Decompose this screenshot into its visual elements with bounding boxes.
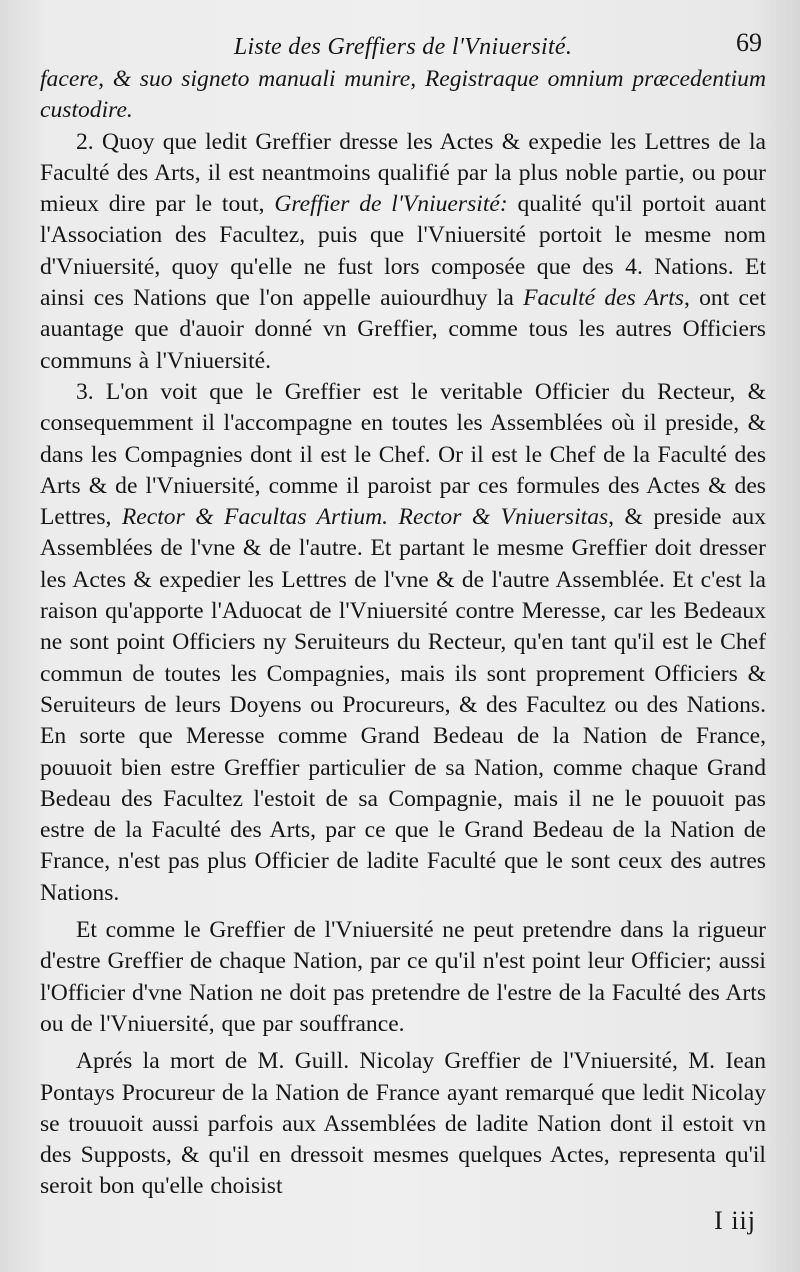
paragraph-continuation — [40, 64, 766, 127]
italic-text: facere, & suo signeto manuali munire, Registraque omnium præcedentium custodire. — [40, 66, 766, 124]
paragraph-2 — [40, 127, 766, 377]
text-run: qualité qu'il portoit auant l'Association des Facultez, puis que l'Vniuersité portoit le mesme nom d'Vniuersité, quoy qu'elle ne fust lors composée que des 4. Nations. Et ainsi ces Nations que l'on appelle auiourdhuy la — [40, 191, 766, 312]
page-number: 69 — [736, 28, 762, 57]
paragraph-nicolay — [40, 1046, 766, 1202]
signature-mark: I iij — [714, 1206, 756, 1235]
italic-text: Greffier de l'Vniuersité: — [274, 191, 508, 218]
running-head — [40, 24, 766, 64]
running-title: Liste des Greffiers de l'Vniuersité. — [233, 34, 573, 60]
body-text — [40, 64, 766, 1203]
paragraph-greffier-nation — [40, 915, 766, 1040]
text-run: Aprés la mort de M. Guill. Nicolay Greffier de l'Vniuersité, M. Iean Pontays Procureur de la Nation de France ayant remarqué que ledit Nicolay se trouuoit aussi parfois aux Assemblées de ladite Nation dont il estoit vn des Supposts, & qu'il en dressoit mesmes quelques Actes, representa qu'il seroit bon qu'elle choisist — [40, 1048, 766, 1200]
text-run: 3. L'on voit que le Greffier est le veritable Officier du Recteur, & consequemment il l'accompagne en toutes les Assemblées où il preside, & dans les Compagnies dont il est le Chef. Or il est le Chef de la Faculté des Arts & de l'Vniuersité, comme il paroist par ces formules des Actes & des Lettres, — [40, 378, 766, 531]
text-run: , ont cet auantage que d'auoir donné vn Greffier, comme tous les autres Officiers communs à l'Vniuersité. — [40, 285, 767, 374]
text-run: , & preside aux Assemblées de l'vne & de l'autre. Et partant le mesme Greffier doit dresser les Actes & expedier les Lettres de l'vne & de l'autre Assemblée. Et c'est la raison qu'apporte l'Aduocat de l'Vniuersité contre Meresse, car les Bedeaux ne sont point Officiers ny Seruiteurs du Recteur, qu'en tant qu'il est le Chef commun de toutes les Compagnies, mais ils sont proprement Officiers & Seruiteurs de leurs Doyens ou Procureurs, & des Facultez ou des Nations. En sorte que Meresse comme Grand Bedeau de la Nation de France, pouuoit bien estre Greffier particulier de sa Nation, comme chaque Grand Bedeau des Facultez l'estoit de sa Compagnie, mais il ne le pouuoit pas estre de la Faculté des Arts, par ce que le Grand Bedeau de la Nation de France, n'est pas plus Officier de ladite Faculté que le sont ceux des autres Nations. — [40, 504, 766, 906]
text-run: 2. Quoy que ledit Greffier dresse les Actes & expedie les Lettres de la Faculté des Arts, il est neantmoins qualifié par la plus noble partie, ou pour mieux dire par le tout, — [40, 128, 766, 218]
text-run: Et comme le Greffier de l'Vniuersité ne peut pretendre dans la rigueur d'estre Greffier de chaque Nation, par ce qu'il n'est point leur Officier; aussi l'Officier d'vne Nation ne doit pas pretendre de l'estre de la Faculté des Arts ou de l'Vniuersité, que par souffrance. — [40, 917, 766, 1037]
italic-text: Rector & Facultas Artium. Rector & Vniuersitas — [121, 504, 609, 531]
italic-text: Faculté des Arts — [523, 285, 684, 312]
paragraph-3 — [40, 377, 766, 909]
